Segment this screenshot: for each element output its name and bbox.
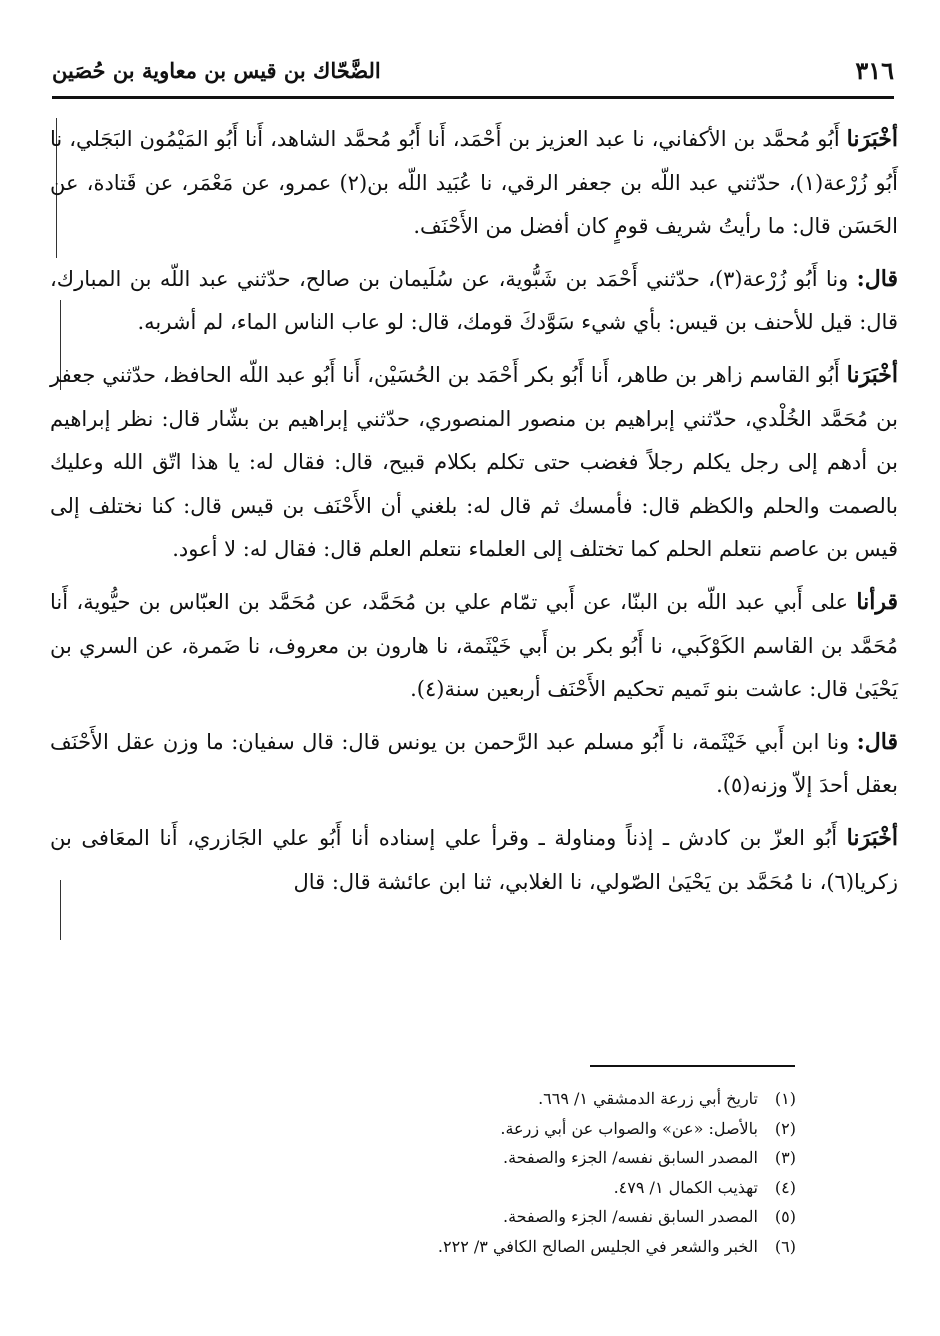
footnote — [300, 1202, 796, 1232]
running-title: الضَّحّاك بن قيس بن معاوية بن حُصَين — [52, 58, 381, 83]
footnote-text: تهذيب الكمال ١/ ٤٧٩. — [613, 1177, 758, 1197]
footnote-number: (١) — [774, 1089, 796, 1108]
paragraph-lead-word: قال: — [856, 265, 898, 292]
page-number: ٣١٦ — [855, 56, 894, 85]
footnote-text: المصدر السابق نفسه/ الجزء والصفحة. — [503, 1207, 758, 1226]
paragraph-lead-word: قال: — [856, 728, 898, 755]
footnote — [300, 1173, 796, 1203]
paragraph — [50, 581, 898, 712]
paragraph — [50, 817, 898, 904]
footnote-text: الخبر والشعر في الجليس الصالح الكافي ٣/ ٢٢٢. — [437, 1236, 758, 1256]
paragraph — [50, 354, 898, 572]
footnotes — [300, 1084, 796, 1261]
paragraph — [50, 258, 898, 345]
footnote — [300, 1084, 796, 1114]
paragraph-text: أَبُو العزّ بن كادش ـ إذناً ومناولة ـ وقرأ علي إسناده أنا أَبُو علي الجَازري، أَنا المعَافى بن زكريا(٦)، نا مُحَمَّد بن يَحْيَىٰ الصّولي، نا الغلابي، ثنا ابن عائشة قال: قال — [50, 825, 898, 894]
footnote-number: (٥) — [774, 1207, 796, 1226]
paragraph-text: أَبُو مُحمَّد بن الأكفاني، نا عبد العزيز بن أَحْمَد، أَنا أَبُو مُحمَّد الشاهد، أَنا أَبُو المَيْمُون البَجَلي، نا أَبُو زُرْعة(١)، حدّثني عبد اللّه بن جعفر الرقي، نا عُبَيد اللّه بن(٢) عمرو، عن مَعْمَر، عن قَتادة، عن الحَسَن قال: ما رأيتُ شريف قومٍ كان أفضل من الأَحْنَف. — [50, 127, 898, 239]
footnote-number: (٤) — [774, 1177, 796, 1197]
paragraph-lead-word: أخْبَرَنا — [846, 126, 898, 152]
paragraph-lead-word: قرأنا — [856, 588, 898, 615]
footnote-text: تاريخ أبي زرعة الدمشقي ١/ ٦٦٩. — [538, 1089, 758, 1108]
footnote-number: (٣) — [774, 1148, 796, 1167]
paragraph-lead-word: أخْبَرَنا — [846, 824, 898, 851]
footnote — [300, 1143, 796, 1173]
paragraph-text: ونا أَبُو زُرْعة(٣)، حدّثني أَحْمَد بن شَبُّوية، عن سُلَيمان بن صالح، حدّثني عبد اللّه بن المبارك، قال: قيل للأحنف بن قيس: بأي شيء سَوَّدكَ قومك، قال: لو عاب الناس الماء، لم أشربه. — [50, 266, 898, 335]
footnote-separator — [590, 1065, 795, 1067]
paragraph-text: أَبُو القاسم زاهر بن طاهر، أَنا أَبُو بكر أَحْمَد بن الحُسَيْن، أَنا أَبُو عبد اللّه الحافظ، حدّثني جعفر بن مُحَمَّد الخُلْدي، حدّثني إبراهيم بن منصور المنصوري، حدّثني إبراهيم بن بشّار قال: نظر إبراهيم بن أدهم إلى رجل يكلم رجلاً فغضب حتى تكلم بكلام قبيح، قال: فقال له: يا هذا اتّق الله وعليك بالصمت والحلم والكظم قال: فأمسك ثم قال له: بلغني أن الأَحْنَف بن قيس قال: كنا نختلف إلى قيس بن عاصم نتعلم الحلم كما تختلف إلى العلماء نتعلم العلم قال: فقال له: لا أعود. — [50, 362, 898, 562]
footnote-number: (٦) — [774, 1236, 796, 1256]
page-header — [52, 56, 894, 98]
footnote — [300, 1114, 796, 1144]
main-text — [50, 118, 898, 913]
paragraph-text: على أَبي عبد اللّه بن البنّا، عن أَبي تمّام علي بن مُحَمَّد، عن مُحَمَّد بن العبّاس بن حيُّوية، أَنا مُحَمَّد بن القاسم الكَوْكَبي، نا أَبُو بكر بن أَبي خَيْثَمة، نا هارون بن معروف، نا ضَمرة، عن السري بن يَحْيَىٰ قال: عاشت بنو تَميم تحكيم الأَحْنَف أربعين سنة(٤). — [50, 589, 898, 702]
paragraph — [50, 118, 898, 249]
footnote-text: المصدر السابق نفسه/ الجزء والصفحة. — [503, 1148, 758, 1167]
paragraph — [50, 721, 898, 808]
paragraph-text: ونا ابن أَبي خَيْثَمة، نا أَبُو مسلم عبد الرَّحمن بن يونس قال: قال سفيان: ما وزن عقل الأَحْنَف بعقل أحدَ إلاّ وزنه(٥). — [50, 729, 898, 798]
paragraph-lead-word: أخْبَرَنا — [846, 361, 898, 388]
header-rule — [52, 96, 894, 99]
footnote-text: بالأصل: «عن» والصواب عن أبي زرعة. — [500, 1118, 758, 1138]
footnote — [300, 1232, 796, 1262]
footnote-number: (٢) — [774, 1118, 796, 1138]
